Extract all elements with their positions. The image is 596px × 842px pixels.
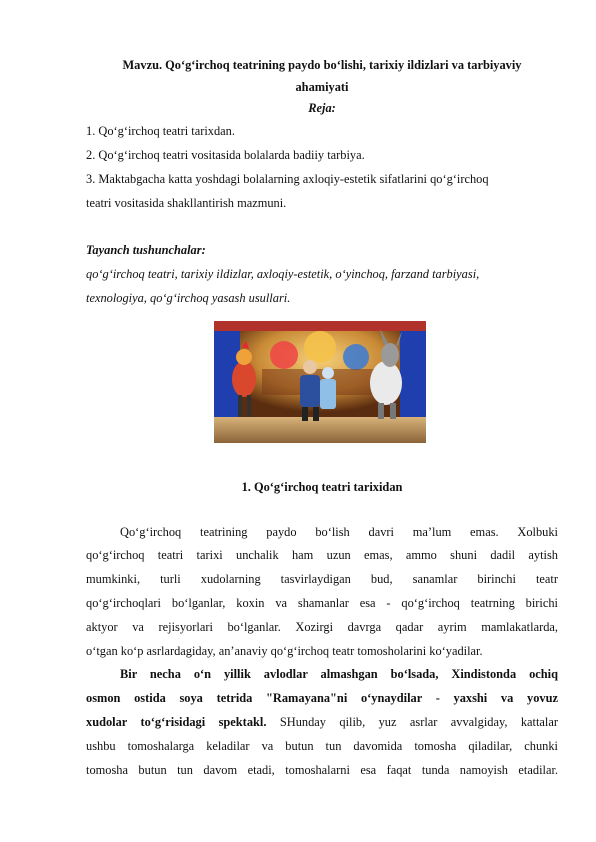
plan-item-3-cont: teatri vositasida shakllantirish mazmuni. — [86, 196, 287, 210]
paragraph-2-line-5: tomosha butun tun davom etadi, tomoshalarni esa faqat tunda namoyish etadilar. — [86, 763, 558, 777]
puppet-theatre-illustration — [214, 321, 426, 443]
keywords-line-1: qo‘g‘irchoq teatri, tarixiy ildizlar, axloqiy-estetik, o‘yinchoq, farzand tarbiyasi, — [86, 267, 480, 281]
paragraph-1-line-1: Qo‘g‘irchoq teatrining paydo bo‘lish davri ma’lum emas. Xolbuki — [120, 525, 558, 539]
paragraph-2-line-2: osmon ostida soya tetrida "Ramayana"ni o‘ynaydilar - yaxshi va yovuz — [86, 691, 558, 705]
title-line-2: ahamiyati — [295, 80, 349, 94]
plan-item-3: 3. Maktabgacha katta yoshdagi bolalarning axloqiy-estetik sifatlarini qo‘g‘irchoq — [86, 172, 489, 186]
paragraph-2-line-4: ushbu tomoshalarga keladilar va butun tun davomida tomosha qiladilar, chunki — [86, 739, 558, 753]
title-line-1: Mavzu. Qo‘g‘irchoq teatrining paydo bo‘lishi, tarixiy ildizlari va tarbiyaviy — [122, 58, 522, 72]
plan-item-1: 1. Qo‘g‘irchoq teatri tarixdan. — [86, 124, 235, 138]
paragraph-1-line-5: aktyor va rejisyorlari bo‘lganlar. Xozirgi davrga qadar ayrim mamlakatlarda, — [86, 620, 558, 634]
puppet-theatre-photo — [214, 321, 426, 443]
keywords-line-2: texnologiya, qo‘g‘irchoq yasash usullari. — [86, 291, 291, 305]
paragraph-2-line-1: Bir necha o‘n yillik avlodlar almashgan bo‘lsada, Xindistonda ochiq — [120, 667, 558, 681]
plan-item-2: 2. Qo‘g‘irchoq teatri vositasida bolalarda badiiy tarbiya. — [86, 148, 365, 162]
paragraph-2-normal-start: SHunday qilib, yuz asrlar avvalgiday, kattalar — [279, 715, 558, 729]
paragraph-2-line-3 — [86, 715, 558, 729]
paragraph-1-line-3: mumkinki, turli xudolarning tasvirlaydigan bud, sanamlar birinchi teatr — [86, 572, 558, 586]
paragraph-1-line-6: o‘tgan ko‘p asrlardagiday, an’anaviy qo‘g‘irchoq teatr tomosholarini ko‘yadilar. — [86, 644, 483, 658]
paragraph-2-bold-end: xudolar to‘g‘risidagi spektakl. — [86, 715, 267, 729]
keywords-heading: Tayanch tushunchalar: — [86, 243, 206, 257]
paragraph-1-line-2: qo‘g‘irchoq teatri tarixi unchalik ham uzun emas, ammo shuni dadil aytish — [86, 548, 558, 562]
paragraph-1-line-4: qo‘g‘irchoqlari bo‘lganlar, koxin va shamanlar esa - qo‘g‘irchoq teatrning birichi — [86, 596, 558, 610]
section-heading: 1. Qo‘g‘irchoq teatri tarixidan — [241, 480, 403, 494]
plan-heading: Reja: — [308, 101, 336, 115]
